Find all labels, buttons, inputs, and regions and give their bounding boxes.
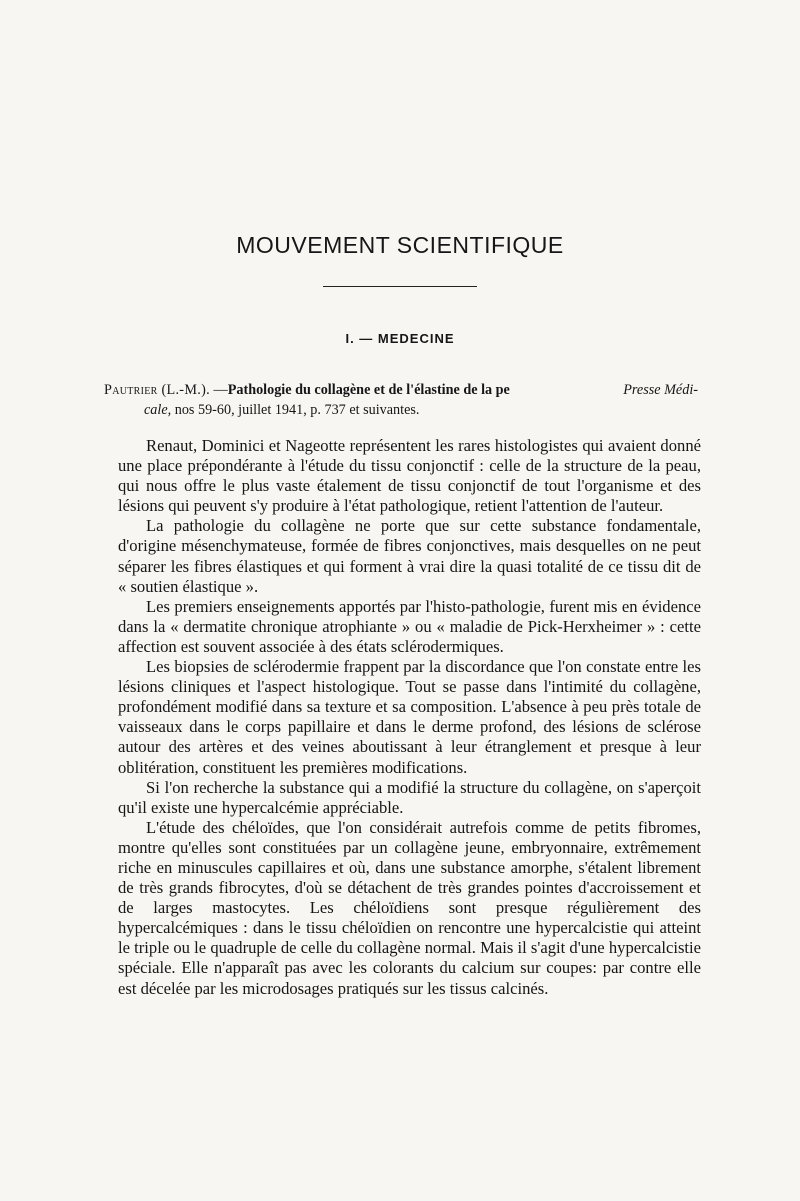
paragraph-5: Si l'on recherche la substance qui a modifié la structure du collagène, on s'aperçoit qu'il existe une hypercalcémie appréciable. — [118, 777, 701, 817]
reference-citation — [104, 380, 510, 400]
bibliographic-reference — [104, 380, 698, 420]
reference-line-2 — [104, 400, 698, 420]
section-heading: I. — MEDECINE — [345, 331, 455, 346]
title-underline — [323, 286, 477, 287]
reference-line-1 — [104, 380, 698, 400]
body-text — [118, 436, 701, 999]
reference-author: Pautrier (L.-M.). — [104, 382, 210, 398]
paragraph-3: Les premiers enseignements apportés par l'histo-pathologie, furent mis en évidence dans la « dermatite chronique atrophiante » ou « maladie de Pick-Herxheimer » : cette affection est souvent associée à des états sclérodermiques. — [118, 596, 701, 656]
paragraph-1: Renaut, Dominici et Nageotte représentent les rares histologistes qui avaient donné une place prépondérante à l'étude du tissu conjonctif : celle de la structure de la peau, qui nous offre le plus vaste étalement de tissu conjonctif de tout l'organisme et des lésions qui peuvent s'y produire à l'état pathologique, retient l'attention de l'auteur. — [118, 436, 701, 516]
paragraph-6: L'étude des chéloïdes, que l'on considérait autrefois comme de petits fibromes, montre qu'elles sont constituées par un collagène jeune, embryonnaire, extrêmement riche en minuscules capillaires et où, dans une substance amorphe, s'étalent librement de très grands fibrocytes, d'où se détachent de très grandes pointes d'accroissement et de larges mastocytes. Les chéloïdiens sont presque régulièrement des hypercalcémiques : dans le tissu chéloïdien on rencontre une hypercalcistie qui atteint le triple ou le quadruple de celle du collagène normal. Mais il s'agit d'une hypercalcistie spéciale. Elle n'apparaît pas avec les colorants du calcium sur coupes: par contre elle est décelée par les microdosages pratiqués sur les tissus calcinés. — [118, 817, 701, 998]
reference-dash: — — [209, 382, 228, 398]
paragraph-4: Les biopsies de sclérodermie frappent par la discordance que l'on constate entre les lésions cliniques et l'aspect histologique. Tout se passe dans l'intimité du collagène, profondément modifié dans sa texture et sa composition. L'absence à peu près totale de vaisseaux dans le corps papillaire et dans le derme profond, des lésions de sclérose autour des artères et des veines aboutissant à leur étranglement et presque à leur oblitération, constituent les premières modifications. — [118, 657, 701, 777]
reference-details: nos 59-60, juillet 1941, p. 737 et suivantes. — [171, 402, 420, 418]
reference-journal: Presse Médi- — [623, 382, 698, 398]
reference-article-title: Pathologie du collagène et de l'élastine de la pe — [227, 382, 510, 398]
paragraph-2: La pathologie du collagène ne porte que sur cette substance fondamentale, d'origine mésenchymateuse, formée de fibres conjonctives, mais desquelles on ne peut séparer les fibres élastiques et qui forment à vrai dire la quasi totalité de ce tissu dit de « soutien élastique ». — [118, 516, 701, 596]
page-title: MOUVEMENT SCIENTIFIQUE — [236, 232, 564, 258]
reference-journal-cont: cale, — [144, 402, 172, 418]
